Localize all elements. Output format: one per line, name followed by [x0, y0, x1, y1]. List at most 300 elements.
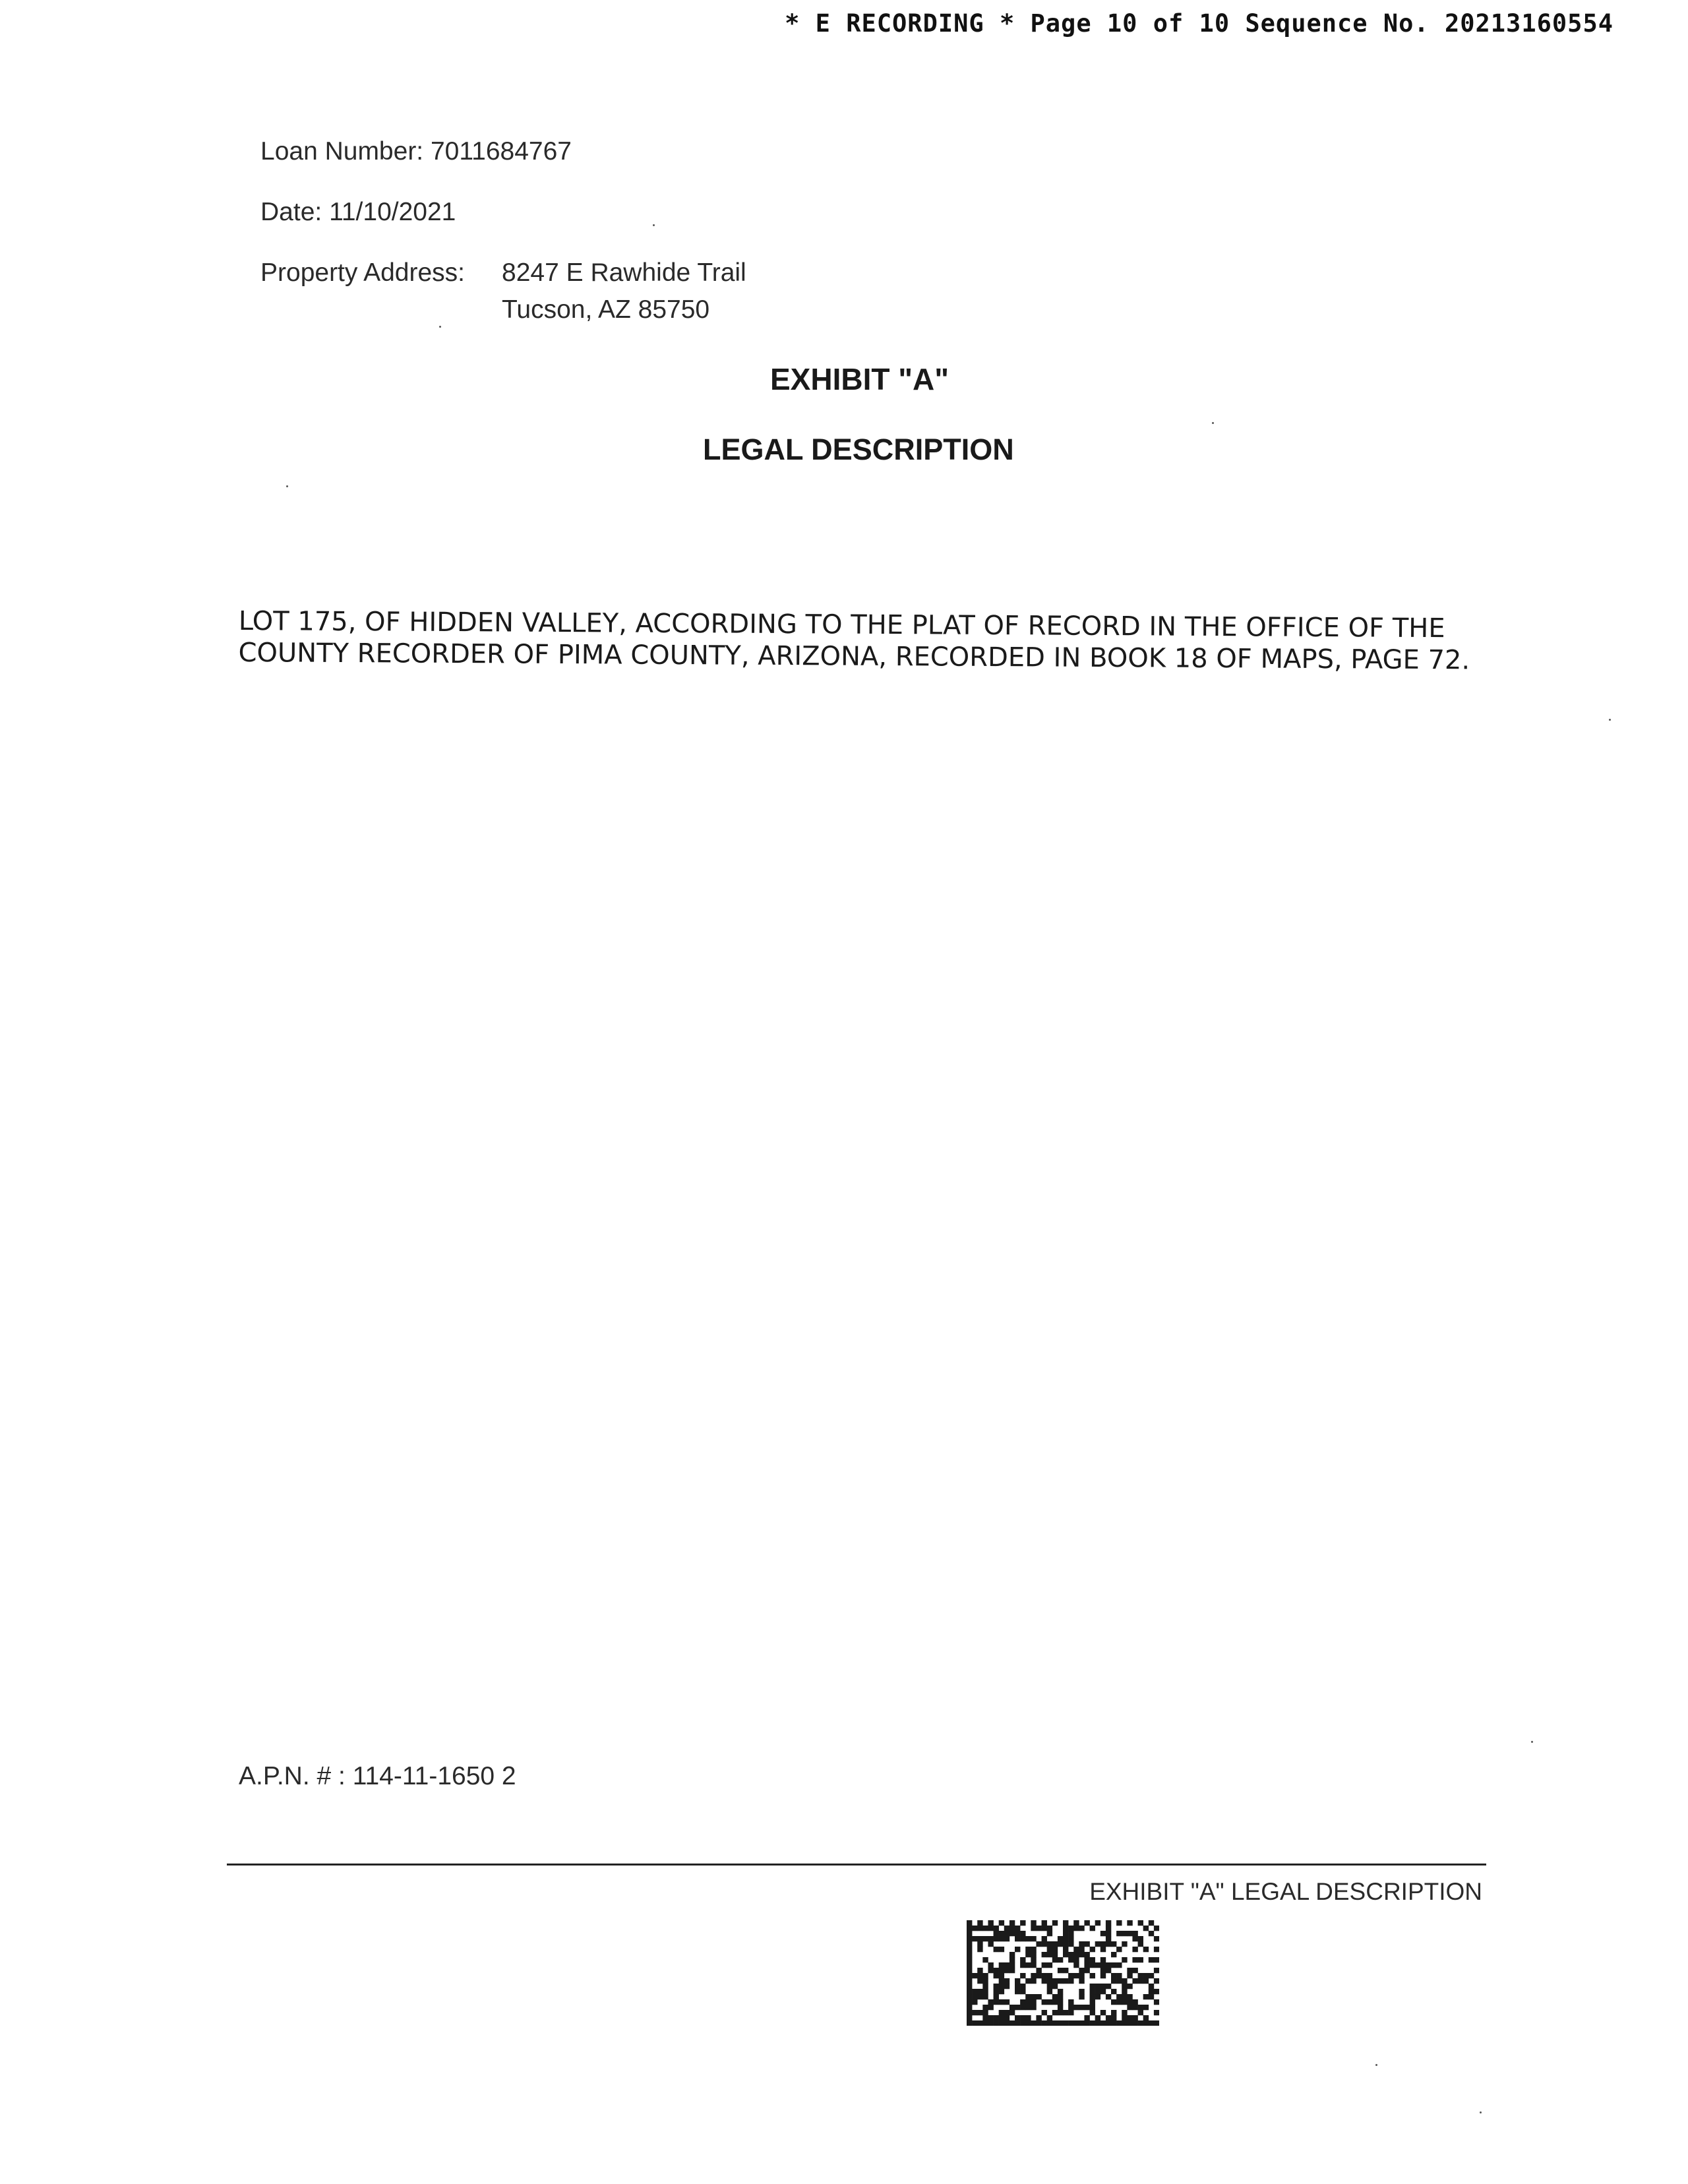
barcode-module: [1042, 1920, 1047, 1926]
barcode-module: [994, 1989, 999, 1994]
barcode-module: [1042, 1973, 1047, 1978]
property-address-label: Property Address:: [260, 258, 465, 287]
barcode-module: [1090, 2005, 1095, 2010]
barcode-module: [1025, 2005, 1031, 2010]
scan-speck: [653, 224, 655, 226]
barcode-module: [1052, 2010, 1058, 2015]
barcode-module: [1058, 2005, 1063, 2010]
barcode-module: [1068, 1978, 1073, 1984]
barcode-module: [1015, 2020, 1020, 2026]
barcode-module: [1015, 2005, 1020, 2010]
barcode-module: [1095, 1920, 1100, 1926]
barcode-module: [1149, 1931, 1154, 1936]
barcode-module: [1111, 1952, 1116, 1957]
barcode-module: [1122, 1931, 1127, 1936]
barcode-module: [972, 1994, 977, 1999]
barcode-module: [1095, 1984, 1100, 1989]
barcode-module: [1154, 1957, 1159, 1962]
barcode-module: [1031, 2020, 1036, 2026]
barcode-module: [1106, 1968, 1111, 1973]
barcode-module: [1106, 1920, 1111, 1926]
loan-number-value: 7011684767: [430, 137, 572, 166]
barcode-module: [967, 1984, 972, 1989]
barcode-module: [1042, 1941, 1047, 1947]
barcode-module: [1036, 2015, 1041, 2020]
barcode-module: [1154, 1947, 1159, 1952]
barcode-module: [1010, 1952, 1015, 1957]
barcode-module: [1132, 1947, 1137, 1952]
barcode-module: [977, 1920, 982, 1926]
barcode-module: [972, 1936, 977, 1941]
barcode-module: [1063, 1936, 1068, 1941]
barcode-module: [988, 1999, 993, 2005]
barcode-module: [1042, 1936, 1047, 1941]
barcode-module: [1063, 1926, 1068, 1931]
scan-speck: [439, 326, 441, 328]
barcode-module: [1073, 1962, 1079, 1968]
barcode-module: [1010, 1962, 1015, 1968]
barcode-module: [1010, 1931, 1015, 1936]
barcode-module: [994, 1968, 999, 1973]
barcode-module: [1004, 1984, 1010, 1989]
loan-number-label: Loan Number:: [260, 137, 424, 166]
barcode-module: [967, 1941, 972, 1947]
barcode-module: [1079, 1952, 1084, 1957]
barcode-module: [1025, 2015, 1031, 2020]
barcode-module: [1015, 1926, 1020, 1931]
barcode-module: [1154, 1968, 1159, 1973]
barcode-module: [1015, 2015, 1020, 2020]
barcode-module: [1100, 1941, 1106, 1947]
barcode-module: [1063, 2010, 1068, 2015]
barcode-module: [1020, 1957, 1025, 1962]
barcode-module: [1020, 2015, 1025, 2020]
barcode-module: [1149, 1920, 1154, 1926]
barcode-module: [1020, 2005, 1025, 2010]
barcode-module: [1063, 1920, 1068, 1926]
barcode-module: [1047, 1931, 1052, 1936]
barcode-module: [1079, 2020, 1084, 2026]
barcode-module: [1004, 2010, 1010, 2015]
barcode-module: [977, 1989, 982, 1994]
barcode-module: [1042, 1962, 1047, 1968]
barcode-module: [1052, 1952, 1058, 1957]
barcode-module: [1020, 1920, 1025, 1926]
barcode-module: [988, 2020, 993, 2026]
barcode-module: [1068, 1931, 1073, 1936]
scan-speck: [1480, 2111, 1482, 2113]
barcode-module: [1100, 1962, 1106, 1968]
barcode-module: [1036, 2020, 1041, 2026]
barcode-module: [988, 2005, 993, 2010]
barcode-module: [1073, 1957, 1079, 1962]
barcode-module: [1090, 1989, 1095, 1994]
barcode-module: [972, 1989, 977, 1994]
barcode-module: [1132, 1978, 1137, 1984]
barcode-module: [1100, 1989, 1106, 1994]
barcode-module: [1020, 1973, 1025, 1978]
barcode-module: [1127, 2015, 1132, 2020]
barcode-module: [1015, 1936, 1020, 1941]
barcode-module: [1106, 1994, 1111, 1999]
2d-barcode-icon: [967, 1920, 1159, 2026]
barcode-module: [1149, 1984, 1154, 1989]
barcode-module: [1020, 1936, 1025, 1941]
barcode-module: [1073, 2005, 1079, 2010]
barcode-module: [1079, 1973, 1084, 1978]
barcode-module: [1068, 2010, 1073, 2015]
barcode-module: [967, 2005, 972, 2010]
barcode-module: [1047, 2020, 1052, 2026]
barcode-module: [1025, 1999, 1031, 2005]
barcode-module: [1084, 1952, 1089, 1957]
barcode-module: [1100, 2010, 1106, 2015]
barcode-module: [994, 2015, 999, 2020]
barcode-module: [1138, 1936, 1143, 1941]
barcode-module: [1042, 1978, 1047, 1984]
barcode-module: [967, 2015, 972, 2020]
barcode-module: [999, 1931, 1004, 1936]
barcode-module: [982, 1926, 988, 1931]
barcode-module: [1052, 1978, 1058, 1984]
barcode-module: [1116, 1962, 1122, 1968]
date-label: Date:: [260, 198, 322, 226]
barcode-module: [1052, 1984, 1058, 1989]
barcode-module: [1154, 2020, 1159, 2026]
barcode-module: [1127, 1999, 1132, 2005]
barcode-module: [1015, 1989, 1020, 1994]
barcode-module: [988, 1926, 993, 1931]
barcode-module: [1090, 1994, 1095, 1999]
barcode-module: [1020, 1989, 1025, 1994]
barcode-module: [1052, 1957, 1058, 1962]
barcode-module: [972, 2020, 977, 2026]
barcode-module: [1068, 1999, 1073, 2005]
barcode-module: [1031, 1999, 1036, 2005]
barcode-module: [1063, 1931, 1068, 1936]
barcode-module: [994, 1926, 999, 1931]
barcode-module: [982, 2005, 988, 2010]
barcode-module: [1138, 1978, 1143, 1984]
barcode-module: [1058, 1941, 1063, 1947]
barcode-module: [1015, 1978, 1020, 1984]
barcode-module: [1058, 2020, 1063, 2026]
barcode-module: [1084, 1962, 1089, 1968]
barcode-module: [1143, 1994, 1149, 1999]
barcode-module: [1073, 1947, 1079, 1952]
barcode-module: [967, 1920, 972, 1926]
barcode-module: [1058, 1968, 1063, 1973]
barcode-module: [994, 1936, 999, 1941]
barcode-module: [1095, 1994, 1100, 1999]
barcode-module: [999, 1947, 1004, 1952]
barcode-module: [967, 1952, 972, 1957]
barcode-module: [1132, 1931, 1137, 1936]
barcode-module: [1122, 1989, 1127, 1994]
barcode-module: [982, 1973, 988, 1978]
barcode-module: [994, 1994, 999, 1999]
barcode-module: [1025, 1947, 1031, 1952]
barcode-module: [1106, 1936, 1111, 1941]
barcode-module: [1068, 1973, 1073, 1978]
barcode-module: [1095, 2020, 1100, 2026]
barcode-module: [1132, 2005, 1137, 2010]
barcode-module: [1100, 1947, 1106, 1952]
barcode-module: [1079, 1926, 1084, 1931]
barcode-module: [1068, 1952, 1073, 1957]
barcode-module: [1031, 1947, 1036, 1952]
barcode-module: [1031, 1978, 1036, 1984]
barcode-module: [1031, 1920, 1036, 1926]
barcode-module: [967, 1973, 972, 1978]
barcode-module: [1127, 1931, 1132, 1936]
barcode-module: [1058, 1999, 1063, 2005]
barcode-module: [1143, 2005, 1149, 2010]
barcode-module: [1084, 2020, 1089, 2026]
loan-number-line: [260, 137, 572, 166]
barcode-module: [1138, 1973, 1143, 1978]
barcode-module: [1116, 2020, 1122, 2026]
barcode-module: [1122, 1984, 1127, 1989]
barcode-module: [1090, 1984, 1095, 1989]
barcode-module: [1042, 1999, 1047, 2005]
barcode-module: [977, 1941, 982, 1947]
barcode-module: [1025, 2020, 1031, 2026]
barcode-module: [1020, 1931, 1025, 1936]
barcode-module: [1106, 1962, 1111, 1968]
barcode-module: [972, 2010, 977, 2015]
barcode-module: [1031, 1926, 1036, 1931]
barcode-module: [1036, 1926, 1041, 1931]
barcode-module: [999, 1962, 1004, 1968]
barcode-module: [1047, 1989, 1052, 1994]
barcode-module: [1047, 1978, 1052, 1984]
barcode-module: [1138, 2020, 1143, 2026]
barcode-module: [1143, 1973, 1149, 1978]
barcode-module: [999, 1973, 1004, 1978]
barcode-module: [1047, 1941, 1052, 1947]
barcode-module: [1111, 1973, 1116, 1978]
barcode-module: [1122, 2015, 1127, 2020]
barcode-module: [1132, 1936, 1137, 1941]
barcode-module: [1068, 1941, 1073, 1947]
barcode-module: [1036, 1968, 1041, 1973]
barcode-module: [1154, 1978, 1159, 1984]
barcode-module: [1031, 2005, 1036, 2010]
exhibit-title: EXHIBIT "A": [770, 362, 950, 396]
barcode-module: [1031, 1973, 1036, 1978]
barcode-module: [1052, 1999, 1058, 2005]
barcode-module: [967, 1947, 972, 1952]
barcode-module: [1063, 1947, 1068, 1952]
property-address-block: [502, 258, 746, 324]
barcode-module: [994, 1999, 999, 2005]
barcode-module: [982, 2020, 988, 2026]
barcode-module: [988, 1962, 993, 1968]
barcode-module: [1127, 1984, 1132, 1989]
barcode-module: [1143, 1978, 1149, 1984]
barcode-module: [1095, 1962, 1100, 1968]
scan-speck: [1212, 422, 1214, 424]
barcode-module: [1122, 2020, 1127, 2026]
barcode-module: [1015, 1984, 1020, 1989]
barcode-module: [1010, 2020, 1015, 2026]
barcode-module: [1149, 1957, 1154, 1962]
barcode-module: [994, 1984, 999, 1989]
barcode-module: [988, 2015, 993, 2020]
barcode-module: [967, 2020, 972, 2026]
barcode-module: [1004, 1968, 1010, 1973]
barcode-module: [1084, 2015, 1089, 2020]
barcode-module: [1090, 1962, 1095, 1968]
barcode-module: [1149, 2020, 1154, 2026]
barcode-module: [1058, 1957, 1063, 1962]
barcode-module: [982, 1994, 988, 1999]
barcode-module: [1132, 2015, 1137, 2020]
barcode-module: [1047, 1952, 1052, 1957]
barcode-module: [982, 1957, 988, 1962]
barcode-module: [982, 1989, 988, 1994]
barcode-module: [1149, 1973, 1154, 1978]
barcode-module: [1116, 1947, 1122, 1952]
date-value: 11/10/2021: [329, 198, 456, 226]
barcode-module: [1106, 2020, 1111, 2026]
barcode-module: [999, 1989, 1004, 1994]
barcode-module: [1063, 1968, 1068, 1973]
barcode-module: [1090, 1973, 1095, 1978]
footer-divider: [227, 1864, 1486, 1866]
barcode-module: [1058, 1989, 1063, 1994]
barcode-module: [1068, 2020, 1073, 2026]
barcode-module: [982, 1936, 988, 1941]
barcode-module: [1127, 1994, 1132, 1999]
barcode-module: [999, 1968, 1004, 1973]
barcode-module: [982, 2010, 988, 2015]
barcode-module: [1031, 1952, 1036, 1957]
barcode-module: [1138, 1957, 1143, 1962]
barcode-module: [1090, 1957, 1095, 1962]
barcode-module: [994, 1973, 999, 1978]
barcode-module: [1127, 1973, 1132, 1978]
barcode-module: [999, 1936, 1004, 1941]
barcode-module: [1031, 1994, 1036, 1999]
barcode-module: [967, 1968, 972, 1973]
barcode-module: [1063, 1941, 1068, 1947]
barcode-module: [977, 1994, 982, 1999]
barcode-module: [1073, 1920, 1079, 1926]
barcode-module: [1052, 1994, 1058, 1999]
recording-stamp: * E RECORDING * Page 10 of 10 Sequence No. 20213160554: [785, 9, 1613, 38]
barcode-module: [1100, 2020, 1106, 2026]
barcode-module: [1025, 1994, 1031, 1999]
barcode-module: [1025, 1952, 1031, 1957]
barcode-module: [1004, 1978, 1010, 1984]
barcode-module: [977, 1978, 982, 1984]
barcode-module: [1063, 1978, 1068, 1984]
barcode-module: [977, 1968, 982, 1973]
barcode-module: [982, 1984, 988, 1989]
barcode-module: [1036, 1973, 1041, 1978]
barcode-module: [1068, 2005, 1073, 2010]
barcode-module: [1047, 1947, 1052, 1952]
barcode-module: [967, 2010, 972, 2015]
barcode-module: [1122, 1994, 1127, 1999]
barcode-module: [1004, 1926, 1010, 1931]
barcode-module: [1068, 1926, 1073, 1931]
barcode-module: [1127, 1968, 1132, 1973]
barcode-module: [982, 2015, 988, 2020]
barcode-module: [1106, 2015, 1111, 2020]
property-address-city: Tucson, AZ 85750: [502, 295, 710, 324]
barcode-module: [1036, 1994, 1041, 1999]
barcode-module: [1116, 1999, 1122, 2005]
barcode-module: [1079, 1941, 1084, 1947]
barcode-module: [1122, 1999, 1127, 2005]
barcode-module: [1116, 1920, 1122, 1926]
barcode-module: [1052, 1920, 1058, 1926]
barcode-module: [1031, 1957, 1036, 1962]
barcode-module: [1095, 1941, 1100, 1947]
scan-speck: [1375, 2064, 1377, 2066]
barcode-module: [1132, 2020, 1137, 2026]
barcode-module: [967, 1926, 972, 1931]
barcode-module: [1004, 1962, 1010, 1968]
barcode-module: [988, 1936, 993, 1941]
barcode-module: [1106, 1984, 1111, 1989]
date-line: [260, 198, 456, 227]
barcode-module: [1058, 1994, 1063, 1999]
legal-description-title: LEGAL DESCRIPTION: [703, 433, 1014, 466]
barcode-module: [1095, 1989, 1100, 1994]
barcode-module: [1042, 1952, 1047, 1957]
barcode-module: [972, 1926, 977, 1931]
barcode-module: [1004, 2020, 1010, 2026]
barcode-module: [1004, 2015, 1010, 2020]
barcode-module: [1025, 1936, 1031, 1941]
barcode-module: [1111, 1999, 1116, 2005]
barcode-module: [1068, 1936, 1073, 1941]
barcode-module: [1010, 1920, 1015, 1926]
barcode-module: [1116, 1973, 1122, 1978]
barcode-module: [967, 1931, 972, 1936]
barcode-module: [982, 1978, 988, 1984]
barcode-module: [1079, 1994, 1084, 1999]
barcode-module: [1122, 1941, 1127, 1947]
barcode-module: [1111, 2015, 1116, 2020]
barcode-module: [1095, 2015, 1100, 2020]
barcode-module: [1111, 1941, 1116, 1947]
barcode-module: [1010, 2010, 1015, 2015]
apn-number: A.P.N. # : 114-11-1650 2: [239, 1762, 516, 1790]
barcode-module: [1132, 1999, 1137, 2005]
barcode-module: [1004, 1931, 1010, 1936]
barcode-module: [1143, 1926, 1149, 1931]
barcode-module: [1079, 2005, 1084, 2010]
barcode-module: [977, 2010, 982, 2015]
barcode-module: [1036, 1941, 1041, 1947]
barcode-module: [1154, 1926, 1159, 1931]
barcode-module: [1122, 1957, 1127, 1962]
barcode-module: [994, 1931, 999, 1936]
barcode-module: [999, 1984, 1004, 1989]
barcode-module: [1084, 1920, 1089, 1926]
barcode-module: [1047, 1984, 1052, 1989]
barcode-module: [1132, 1968, 1137, 1973]
barcode-module: [977, 1936, 982, 1941]
barcode-module: [1079, 1947, 1084, 1952]
barcode-module: [1111, 1989, 1116, 1994]
barcode-module: [1100, 1931, 1106, 1936]
